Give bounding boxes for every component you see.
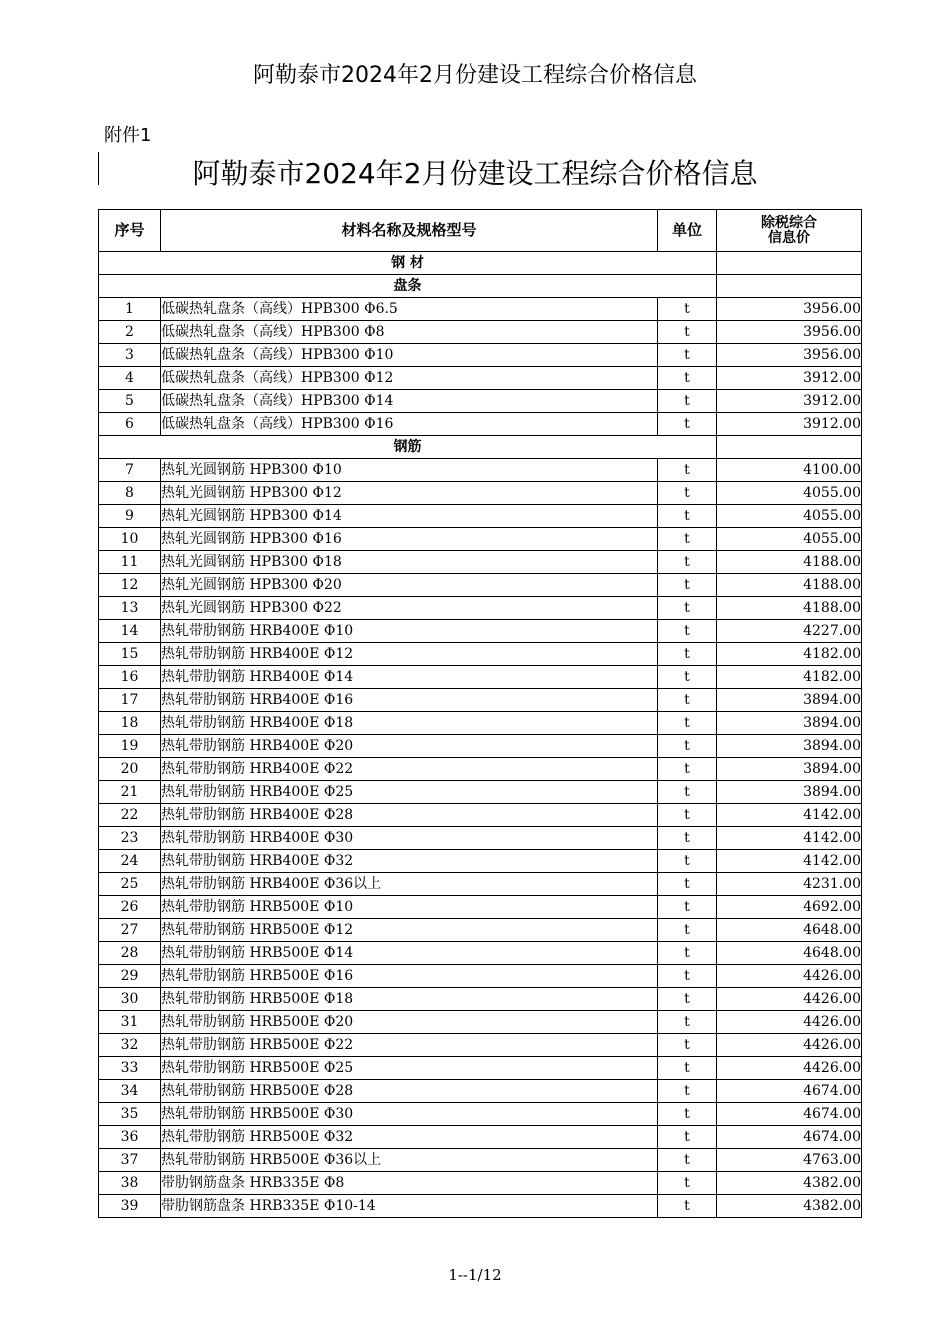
row-price: 3894.00 [717,712,862,735]
row-name: 热轧带肋钢筋 HRB500E Φ12 [161,919,658,942]
row-unit: t [658,666,717,689]
row-no: 39 [99,1195,161,1218]
row-no: 5 [99,390,161,413]
row-unit: t [658,528,717,551]
row-name: 热轧带肋钢筋 HRB500E Φ14 [161,942,658,965]
category-empty-cell [717,252,862,275]
row-price: 4142.00 [717,827,862,850]
row-name: 热轧带肋钢筋 HRB500E Φ30 [161,1103,658,1126]
row-unit: t [658,942,717,965]
row-unit: t [658,597,717,620]
attachment-label: 附件1 [104,125,152,146]
row-unit: t [658,620,717,643]
table-row [99,1103,862,1126]
row-unit: t [658,1195,717,1218]
row-no: 32 [99,1034,161,1057]
row-unit: t [658,965,717,988]
row-name: 热轧光圆钢筋 HPB300 Φ10 [161,459,658,482]
row-price: 3912.00 [717,413,862,436]
section-row [99,275,862,298]
row-unit: t [658,367,717,390]
row-unit: t [658,390,717,413]
row-no: 37 [99,1149,161,1172]
section-empty-cell [717,275,862,298]
section-title: 钢筋 [99,436,717,459]
row-unit: t [658,551,717,574]
header-unit: 单位 [658,210,717,252]
table-row [99,1057,862,1080]
row-no: 14 [99,620,161,643]
row-name: 热轧带肋钢筋 HRB500E Φ32 [161,1126,658,1149]
row-price: 4426.00 [717,965,862,988]
row-no: 9 [99,505,161,528]
row-price: 4648.00 [717,942,862,965]
row-no: 25 [99,873,161,896]
table-title: 阿勒泰市2024年2月份建设工程综合价格信息 [192,157,758,190]
row-price: 3956.00 [717,321,862,344]
table-row [99,505,862,528]
row-unit: t [658,1103,717,1126]
row-no: 1 [99,298,161,321]
table-row [99,390,862,413]
row-name: 热轧带肋钢筋 HRB500E Φ20 [161,1011,658,1034]
row-no: 38 [99,1172,161,1195]
category-label: 钢 材 [99,252,717,275]
page-title: 阿勒泰市2024年2月份建设工程综合价格信息 [253,63,697,88]
table-row [99,551,862,574]
header-price-line2: 信息价 [768,229,810,246]
row-no: 36 [99,1126,161,1149]
table-row [99,689,862,712]
table-row [99,1195,862,1218]
row-name: 热轧带肋钢筋 HRB400E Φ28 [161,804,658,827]
header-no: 序号 [99,210,161,252]
row-no: 31 [99,1011,161,1034]
row-no: 16 [99,666,161,689]
table-row [99,1080,862,1103]
row-no: 22 [99,804,161,827]
row-price: 3894.00 [717,735,862,758]
row-name: 热轧带肋钢筋 HRB400E Φ36以上 [161,873,658,896]
table-row [99,413,862,436]
row-unit: t [658,689,717,712]
row-no: 33 [99,1057,161,1080]
table-row [99,528,862,551]
section-row [99,436,862,459]
table-row [99,942,862,965]
row-price: 4382.00 [717,1195,862,1218]
row-unit: t [658,482,717,505]
row-price: 4426.00 [717,1057,862,1080]
row-unit: t [658,413,717,436]
row-price: 4426.00 [717,1034,862,1057]
row-name: 热轧光圆钢筋 HPB300 Φ14 [161,505,658,528]
table-row [99,298,862,321]
row-name: 低碳热轧盘条（高线）HPB300 Φ10 [161,344,658,367]
row-unit: t [658,298,717,321]
row-price: 4142.00 [717,850,862,873]
row-price: 4382.00 [717,1172,862,1195]
row-name: 低碳热轧盘条（高线）HPB300 Φ8 [161,321,658,344]
row-name: 热轧带肋钢筋 HRB500E Φ22 [161,1034,658,1057]
row-no: 13 [99,597,161,620]
row-price: 4055.00 [717,528,862,551]
row-no: 19 [99,735,161,758]
row-unit: t [658,896,717,919]
row-name: 热轧光圆钢筋 HPB300 Φ20 [161,574,658,597]
row-no: 28 [99,942,161,965]
row-unit: t [658,712,717,735]
row-unit: t [658,1034,717,1057]
row-name: 低碳热轧盘条（高线）HPB300 Φ6.5 [161,298,658,321]
row-unit: t [658,827,717,850]
row-price: 4648.00 [717,919,862,942]
table-row [99,666,862,689]
row-price: 4055.00 [717,505,862,528]
table-row [99,344,862,367]
row-price: 4763.00 [717,1149,862,1172]
row-unit: t [658,919,717,942]
row-no: 10 [99,528,161,551]
row-price: 4227.00 [717,620,862,643]
row-unit: t [658,1080,717,1103]
row-unit: t [658,321,717,344]
row-unit: t [658,1011,717,1034]
row-price: 4142.00 [717,804,862,827]
section-empty-cell [717,436,862,459]
row-price: 4100.00 [717,459,862,482]
row-no: 24 [99,850,161,873]
category-row [99,252,862,275]
row-price: 3956.00 [717,344,862,367]
row-no: 26 [99,896,161,919]
row-no: 12 [99,574,161,597]
row-name: 热轧光圆钢筋 HPB300 Φ18 [161,551,658,574]
row-name: 热轧带肋钢筋 HRB400E Φ12 [161,643,658,666]
row-name: 低碳热轧盘条（高线）HPB300 Φ16 [161,413,658,436]
row-name: 低碳热轧盘条（高线）HPB300 Φ12 [161,367,658,390]
row-name: 热轧带肋钢筋 HRB400E Φ10 [161,620,658,643]
header-price-line1: 除税综合 [761,214,817,231]
row-name: 热轧带肋钢筋 HRB400E Φ20 [161,735,658,758]
row-no: 3 [99,344,161,367]
table-row [99,367,862,390]
row-price: 3894.00 [717,689,862,712]
row-name: 带肋钢筋盘条 HRB335E Φ8 [161,1172,658,1195]
row-no: 29 [99,965,161,988]
row-no: 15 [99,643,161,666]
row-unit: t [658,781,717,804]
row-price: 4182.00 [717,643,862,666]
row-no: 4 [99,367,161,390]
row-price: 4674.00 [717,1126,862,1149]
row-no: 20 [99,758,161,781]
table-row [99,850,862,873]
row-no: 11 [99,551,161,574]
row-price: 3956.00 [717,298,862,321]
table-row [99,1149,862,1172]
table-row [99,758,862,781]
section-title: 盘条 [99,275,717,298]
table-row [99,1034,862,1057]
row-unit: t [658,850,717,873]
table-row [99,712,862,735]
row-no: 2 [99,321,161,344]
page-number: 1--1/12 [448,1266,502,1284]
row-no: 8 [99,482,161,505]
header-price [717,210,862,252]
table-row [99,827,862,850]
table-row [99,574,862,597]
row-price: 3912.00 [717,390,862,413]
row-no: 35 [99,1103,161,1126]
row-name: 热轧带肋钢筋 HRB400E Φ32 [161,850,658,873]
header-name: 材料名称及规格型号 [161,210,658,252]
table-row [99,643,862,666]
row-no: 21 [99,781,161,804]
row-name: 热轧带肋钢筋 HRB400E Φ16 [161,689,658,712]
row-price: 4674.00 [717,1103,862,1126]
table-row [99,482,862,505]
row-price: 3894.00 [717,758,862,781]
row-price: 3912.00 [717,367,862,390]
row-name: 低碳热轧盘条（高线）HPB300 Φ14 [161,390,658,413]
table-row [99,873,862,896]
row-unit: t [658,735,717,758]
row-name: 热轧带肋钢筋 HRB400E Φ14 [161,666,658,689]
row-unit: t [658,574,717,597]
row-name: 带肋钢筋盘条 HRB335E Φ10-14 [161,1195,658,1218]
table-row [99,321,862,344]
row-name: 热轧带肋钢筋 HRB400E Φ25 [161,781,658,804]
row-unit: t [658,758,717,781]
price-table [98,209,862,1218]
table-row [99,919,862,942]
row-name: 热轧带肋钢筋 HRB500E Φ36以上 [161,1149,658,1172]
table-row [99,597,862,620]
row-unit: t [658,459,717,482]
row-no: 27 [99,919,161,942]
row-name: 热轧带肋钢筋 HRB400E Φ30 [161,827,658,850]
row-unit: t [658,344,717,367]
row-name: 热轧带肋钢筋 HRB500E Φ18 [161,988,658,1011]
row-name: 热轧光圆钢筋 HPB300 Φ22 [161,597,658,620]
row-price: 4231.00 [717,873,862,896]
row-unit: t [658,1172,717,1195]
row-name: 热轧带肋钢筋 HRB500E Φ10 [161,896,658,919]
row-price: 4426.00 [717,1011,862,1034]
row-no: 30 [99,988,161,1011]
table-row [99,804,862,827]
row-no: 6 [99,413,161,436]
row-name: 热轧带肋钢筋 HRB500E Φ25 [161,1057,658,1080]
table-row [99,781,862,804]
row-unit: t [658,873,717,896]
row-price: 3894.00 [717,781,862,804]
row-name: 热轧带肋钢筋 HRB500E Φ16 [161,965,658,988]
row-unit: t [658,804,717,827]
row-price: 4182.00 [717,666,862,689]
row-price: 4188.00 [717,597,862,620]
row-no: 34 [99,1080,161,1103]
row-price: 4188.00 [717,574,862,597]
table-row [99,735,862,758]
row-no: 18 [99,712,161,735]
row-unit: t [658,1126,717,1149]
table-row [99,1126,862,1149]
table-row [99,1172,862,1195]
row-name: 热轧带肋钢筋 HRB500E Φ28 [161,1080,658,1103]
table-row [99,1011,862,1034]
row-unit: t [658,1057,717,1080]
table-row [99,459,862,482]
row-name: 热轧光圆钢筋 HPB300 Φ16 [161,528,658,551]
row-name: 热轧带肋钢筋 HRB400E Φ18 [161,712,658,735]
table-row [99,620,862,643]
row-price: 4426.00 [717,988,862,1011]
row-price: 4055.00 [717,482,862,505]
row-price: 4692.00 [717,896,862,919]
row-unit: t [658,1149,717,1172]
row-unit: t [658,643,717,666]
row-no: 17 [99,689,161,712]
row-name: 热轧带肋钢筋 HRB400E Φ22 [161,758,658,781]
row-price: 4674.00 [717,1080,862,1103]
row-unit: t [658,988,717,1011]
row-no: 7 [99,459,161,482]
row-price: 4188.00 [717,551,862,574]
row-name: 热轧光圆钢筋 HPB300 Φ12 [161,482,658,505]
table-row [99,965,862,988]
table-row [99,988,862,1011]
header-row [99,210,862,252]
table-row [99,896,862,919]
row-no: 23 [99,827,161,850]
row-unit: t [658,505,717,528]
